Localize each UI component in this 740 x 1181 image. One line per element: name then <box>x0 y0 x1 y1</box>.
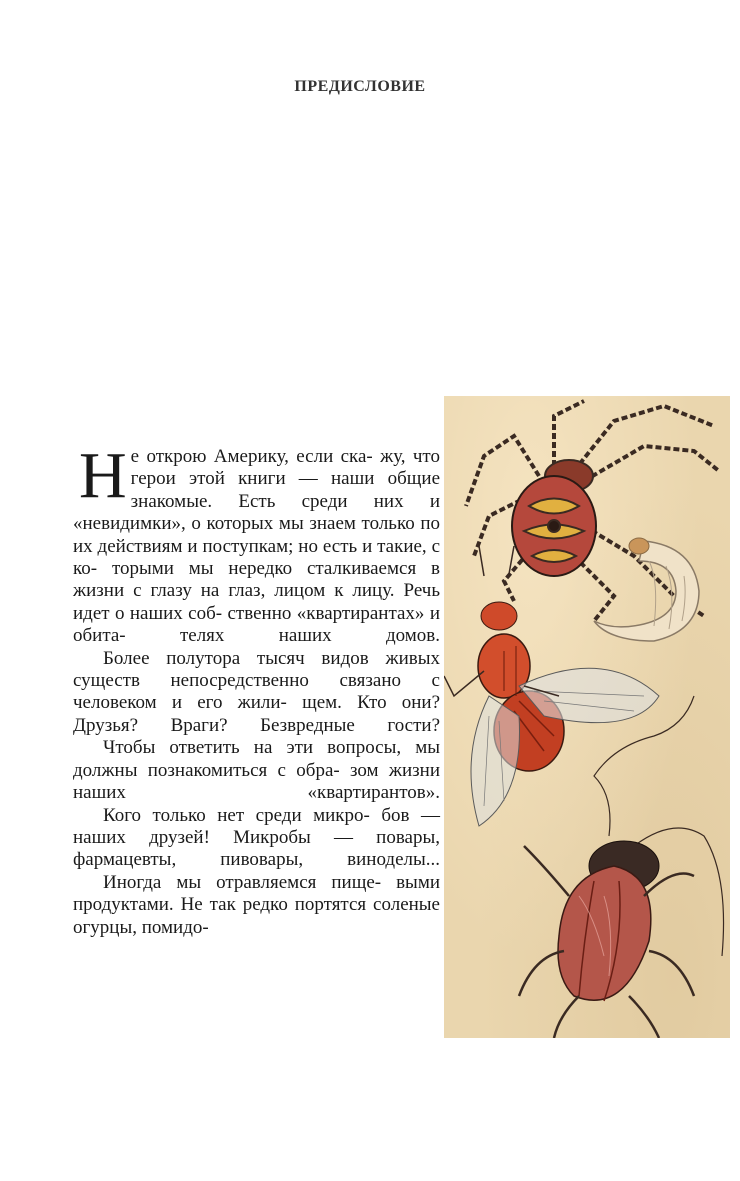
text-line: щем. Кто они? Друзья? Враги? <box>73 692 441 736</box>
text-line: Кого только нет среди микро- <box>103 804 370 826</box>
insects-drawing <box>444 396 730 1038</box>
text-line: в жизни с глазу на глаз, лицом <box>73 558 441 602</box>
text-line: наши общие знакомые. Есть среди <box>130 468 441 512</box>
text-line: телях наших домов. <box>179 625 441 647</box>
text-line: поступкам; но есть и такие, с ко- <box>73 535 441 580</box>
text-line: них и «невидимки», о которых мы <box>73 490 440 535</box>
text-line: торыми мы нередко сталкиваемся <box>111 558 417 580</box>
text-line: Иногда мы отравляемся пище- <box>103 871 382 893</box>
text-line: зом жизни наших «квартирантов». <box>73 759 440 804</box>
paragraph-3 <box>73 737 440 804</box>
page-title: ПРЕДИСЛОВИЕ <box>294 78 426 95</box>
drop-cap: Н <box>79 439 127 512</box>
text-line: жу, что герои этой книги — <box>130 446 440 490</box>
text-line: виноделы... <box>347 849 440 871</box>
text-line: Безвредные гости? <box>260 714 441 736</box>
paragraph-2 <box>73 648 440 738</box>
text-line: Более полутора тысяч видов <box>103 647 369 669</box>
text-line: повары, фармацевты, пивовары, <box>73 826 440 871</box>
insects-illustration <box>444 396 730 1038</box>
text-line: мы должны познакомиться с обра- <box>73 737 441 781</box>
text-line: Чтобы ответить на эти вопросы, <box>103 737 402 759</box>
fly <box>444 546 659 826</box>
text-line: связано с человеком и его жили- <box>73 670 440 714</box>
paragraph-4 <box>73 805 440 872</box>
text-line: портятся соленые огурцы, помидо- <box>73 894 440 938</box>
text-line: живых существ непосредственно <box>73 647 441 692</box>
text-line: ственно «квартирантах» и обита- <box>73 602 440 647</box>
text-line: бов — наших друзей! Микробы — <box>73 804 440 848</box>
text-line: е открою Америку, если ска- <box>130 446 373 467</box>
text-line: выми продуктами. Не так редко <box>73 871 441 916</box>
text-line: знаем только по их действиям и <box>73 513 441 557</box>
paragraph-5 <box>73 872 440 939</box>
text-line: к лицу. Речь идет о наших соб- <box>73 580 440 624</box>
body-text <box>73 439 441 939</box>
paragraph-1 <box>73 439 441 648</box>
